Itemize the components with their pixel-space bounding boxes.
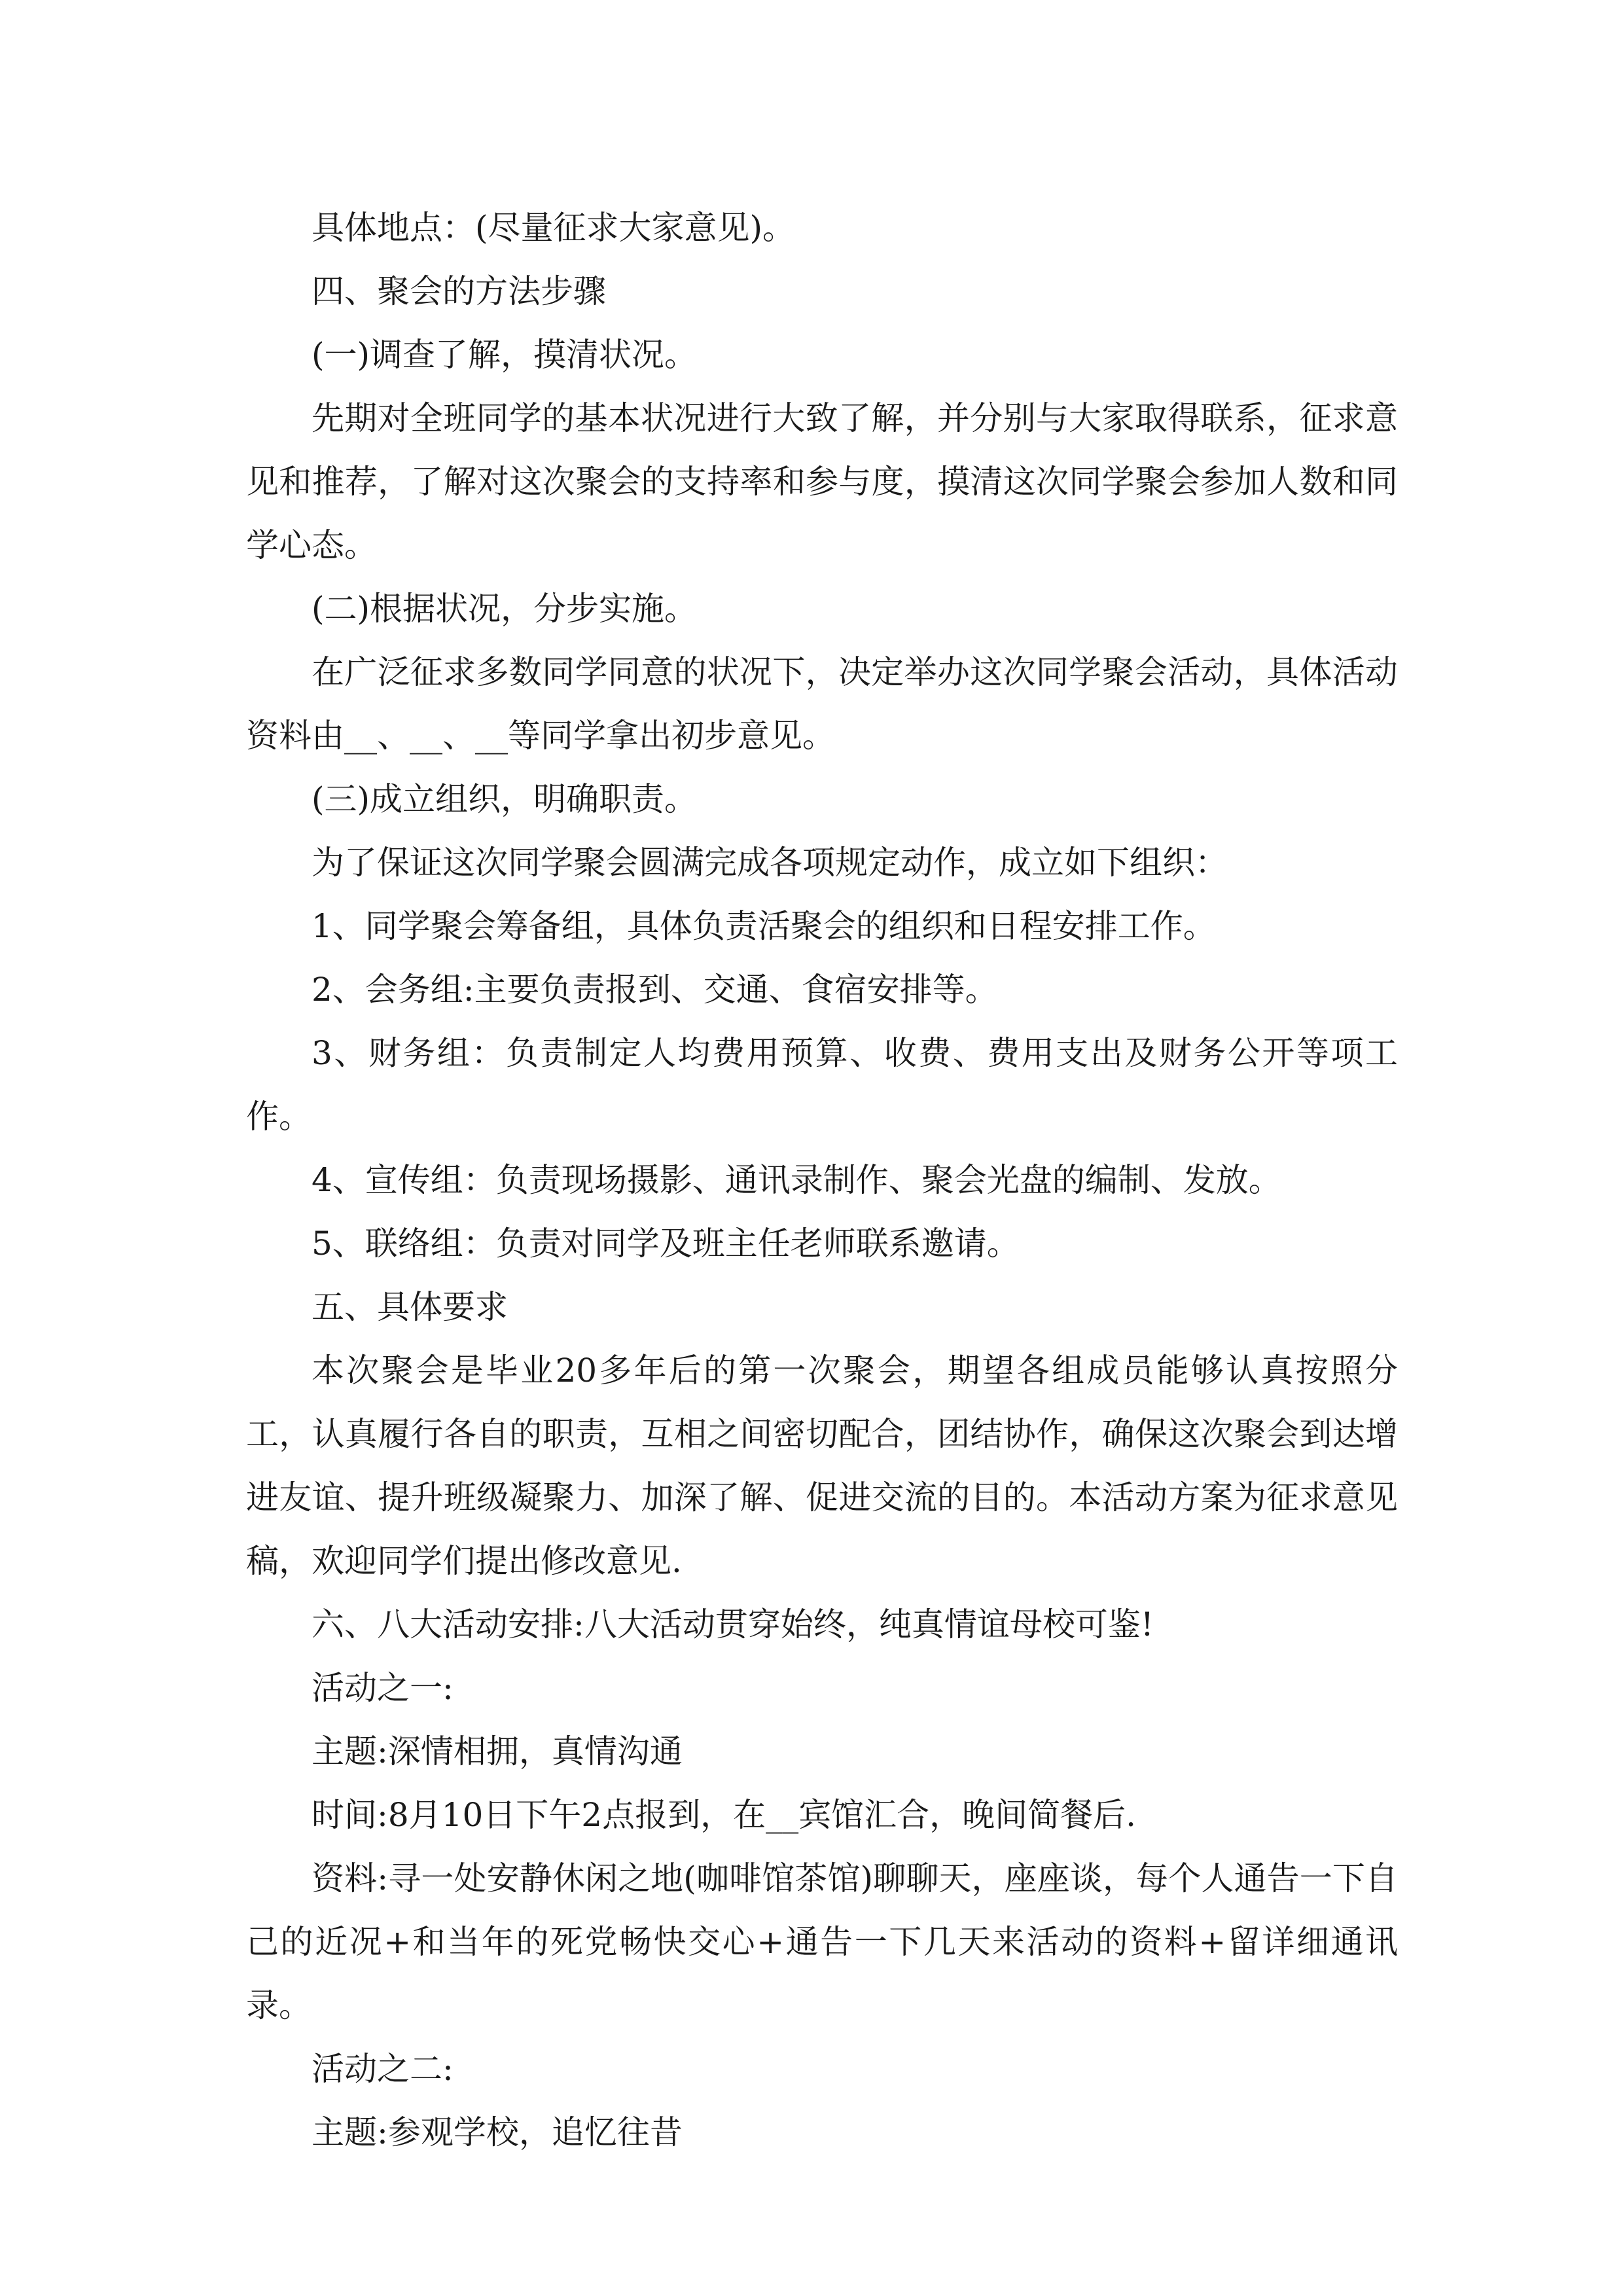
heading-section-5: 五、具体要求 <box>312 1288 508 1326</box>
paragraph-implement: 在广泛征求多数同学同意的状况下，决定举办这次同学聚会活动，具体活动资料由__、__、__等同学拿出初步意见。 <box>246 653 1398 755</box>
paragraph-requirements: 本次聚会是毕业20多年后的第一次聚会，期望各组成员能够认真按照分工，认真履行各自的职责，互相之间密切配合，团结协作，确保这次聚会到达增进友谊、提升班级凝聚力、加深了解、促进交流的目的。本活动方案为征求意见稿，欢迎同学们提出修改意见. <box>246 1352 1398 1580</box>
list-item-3: 3、财务组：负责制定人均费用预算、收费、费用支出及财务公开等项工作。 <box>246 1034 1398 1136</box>
activity-1-title: 活动之一: <box>312 1669 454 1707</box>
heading-section-6: 六、八大活动安排:八大活动贯穿始终，纯真情谊母校可鉴! <box>312 1605 1154 1643</box>
heading-section-4: 四、聚会的方法步骤 <box>312 272 606 310</box>
paragraph-organize: 为了保证这次同学聚会圆满完成各项规定动作，成立如下组织： <box>312 844 1228 882</box>
subheading-implement: (二)根据状况，分步实施。 <box>312 590 698 628</box>
list-item-1: 1、同学聚会筹备组，具体负责活聚会的组织和日程安排工作。 <box>312 907 1216 945</box>
list-item-2: 2、会务组:主要负责报到、交通、食宿安排等。 <box>312 971 998 1009</box>
document-body <box>246 196 1398 2164</box>
paragraph-investigate: 先期对全班同学的基本状况进行大致了解，并分别与大家取得联系，征求意见和推荐，了解对这次聚会的支持率和参与度，摸清这次同学聚会参加人数和同学心态。 <box>246 399 1398 564</box>
activity-1-theme: 主题:深情相拥，真情沟通 <box>312 1732 683 1770</box>
list-item-4: 4、宣传组：负责现场摄影、通讯录制作、聚会光盘的编制、发放。 <box>312 1161 1281 1199</box>
activity-1-content: 资料:寻一处安静休闲之地(咖啡馆茶馆)聊聊天，座座谈，每个人通告一下自己的近况+和当年的死党畅快交心+通告一下几天来活动的资料+留详细通讯录。 <box>246 1859 1398 2024</box>
activity-2-theme: 主题:参观学校，追忆往昔 <box>312 2113 683 2151</box>
subheading-organize: (三)成立组织，明确职责。 <box>312 780 698 818</box>
activity-2-title: 活动之二: <box>312 2050 454 2088</box>
paragraph-location: 具体地点：(尽量征求大家意见)。 <box>312 209 796 247</box>
subheading-investigate: (一)调查了解，摸清状况。 <box>312 336 698 374</box>
activity-1-time: 时间:8月10日下午2点报到，在__宾馆汇合，晚间简餐后. <box>312 1796 1136 1834</box>
list-item-5: 5、联络组：负责对同学及班主任老师联系邀请。 <box>312 1225 1020 1263</box>
